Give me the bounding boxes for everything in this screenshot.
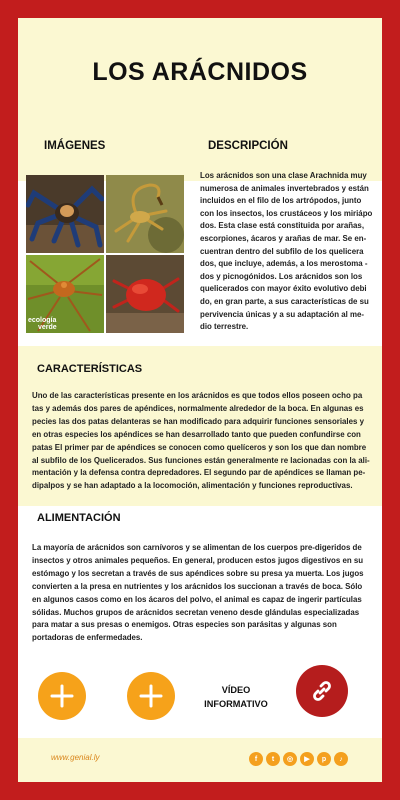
facebook-icon[interactable]: f	[249, 752, 263, 766]
watermark: ecología verde	[28, 317, 57, 331]
caracteristicas-text: Uno de las características presente en los arácnidos es que todos ellos poseen ocho pa tas y además dos pares de apéndices, normalmente alrededor de la boca. En algunas es pecies las dos patas delanteras se han modificado para adquirir funciones sensoriales y en otras especies los apéndices se han desarrollado tanto que pueden confundirse con patas El primer par de apéndices se conocen como quelíceros y son los que dan nombre al subfilo de los Quelicerados. Sus funciones están generalmente re lacionadas con la ali- mentación y la defensa contra depredadores. El segundo par de apéndices se llaman pe- dipalpos y se han adaptado a la locomoción, alimentación y funciones reproductivas.	[32, 391, 370, 491]
title-band	[18, 18, 382, 181]
expand-button-2[interactable]	[127, 672, 175, 720]
twitter-icon[interactable]: t	[266, 752, 280, 766]
images-heading: IMÁGENES	[44, 140, 106, 152]
link-icon	[309, 678, 335, 704]
video-link-button[interactable]	[296, 665, 348, 717]
video-label: VÍDEO INFORMATIVO	[204, 685, 268, 709]
page-title: LOS ARÁCNIDOS	[92, 58, 308, 86]
footer-url[interactable]: www.genial.ly	[51, 753, 100, 762]
mite-photo-icon	[106, 255, 184, 333]
caracteristicas-title: CARACTERÍSTICAS	[37, 363, 143, 375]
infographic-frame	[18, 18, 382, 782]
plus-icon	[49, 683, 75, 709]
description-heading: DESCRIPCIÓN	[208, 140, 288, 152]
description-text: Los arácnidos son una clase Arachnida muy numerosa de animales invertebrados y están incluidos en el filo de los artrópodos, junto con los insectos, los crustáceos y los miriápo dos. Esta clase está constituida por arañas, escorpiones, ácaros y arañas de mar. Se en- cuentran dentro del subfilo de los quelicera dos, que incluye, además, a los merostoma - dos y picnogónidos. Los arácnidos son los quelicerados con mayor éxito evolutivo debi do, en gran parte, a sus características de su pervivencia únicas y a su adaptación al me- dio terrestre.	[200, 171, 373, 332]
scorpion-photo-icon	[106, 175, 184, 253]
harvestman-photo-icon	[26, 255, 104, 333]
youtube-icon[interactable]: ▶	[300, 752, 314, 766]
plus-icon	[138, 683, 164, 709]
tiktok-icon[interactable]: ♪	[334, 752, 348, 766]
expand-button-1[interactable]	[38, 672, 86, 720]
tarantula-photo-icon	[26, 175, 104, 253]
pinterest-icon[interactable]: p	[317, 752, 331, 766]
alimentacion-title: ALIMENTACIÓN	[37, 512, 121, 524]
instagram-icon[interactable]: ◎	[283, 752, 297, 766]
alimentacion-text: La mayoría de arácnidos son carnívoros y se alimentan de los cuerpos pre-digeridos de insectos y otros animales pequeños. En general, producen estos jugos digestivos en su estómago y los secretan a través de sus apéndices sobre su presa ya muerta. Los jugos convierten a la presa en nutrientes y los arácnidos los succionan a través de boca. Sólo en algunos casos como en los ácaros del polvo, el animal es capaz de ingerir partículas sólidas. Muchos grupos de arácnidos secretan veneno desde glándulas especializadas para matar a sus presas o enemigos. Otras especies son parásitas y algunas son portadoras de enfermedades.	[32, 543, 364, 643]
social-links	[249, 752, 348, 766]
image-gallery	[26, 175, 186, 335]
